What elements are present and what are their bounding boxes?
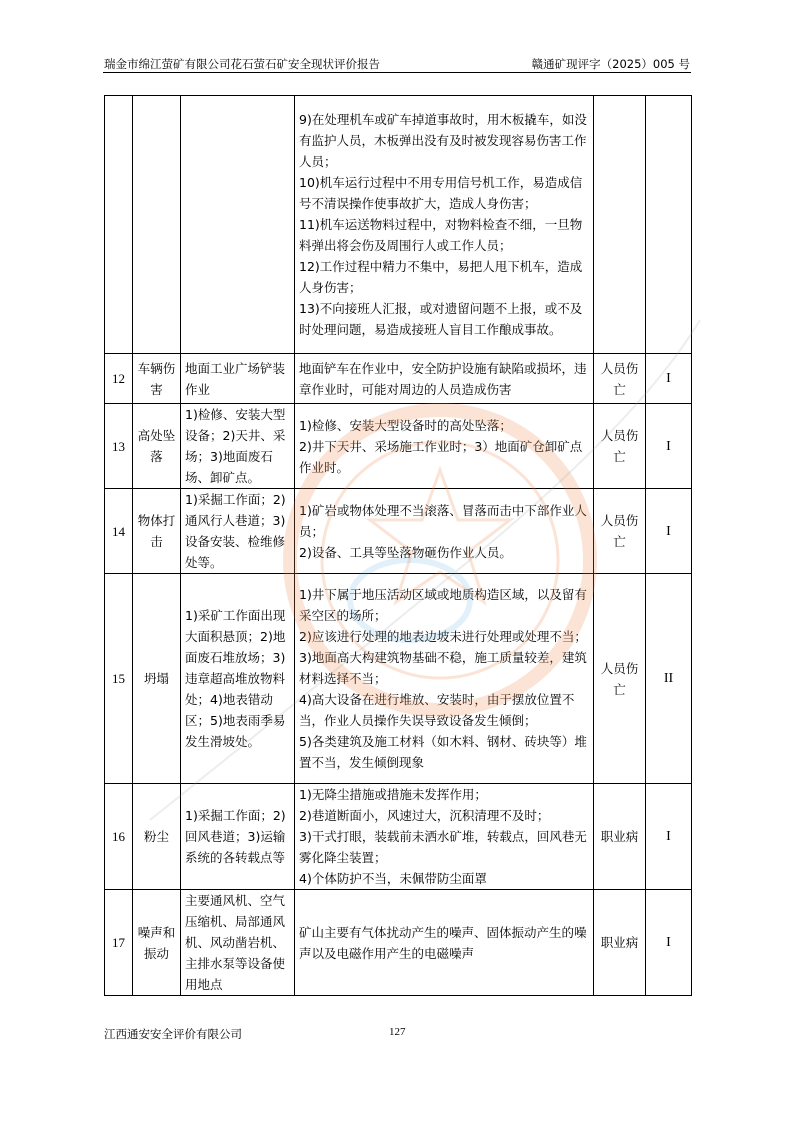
description-line: 2)巷道断面小，风速过大，沉积清理不及时； [299,808,550,823]
hazard-description [295,96,594,354]
hazard-description [295,489,594,574]
description-line: 地面铲车在作业中，安全防护设施有缺陷或损坏，违章作业时，可能对周边的人员造成伤害 [299,360,587,397]
hazard-location [181,96,295,354]
row-number: 14 [105,489,133,574]
description-line: 4)高大设备在进行堆放、安装时，由于摆放位置不当，作业人员操作失误导致设备发生倾倒； [299,692,575,728]
page-number: 127 [389,1026,406,1038]
row-number [105,96,133,354]
hazard-description [295,890,594,996]
table-row [105,96,692,354]
hazard-location: 主要通风机、空气压缩机、局部通风机、风动凿岩机、主排水泵等设备使用地点 [181,890,295,996]
table-row [105,890,692,996]
hazard-type: 物体打击 [133,489,181,574]
table-row [105,784,692,890]
table-row [105,574,692,784]
table-row [105,354,692,404]
description-line: 12)工作过程中精力不集中，易把人甩下机车，造成人身伤害； [299,259,583,295]
hazard-type: 噪声和振动 [133,890,181,996]
hazard-type: 坍塌 [133,574,181,784]
hazard-table-body [105,96,692,996]
hazard-level: I [646,489,692,574]
hazard-consequence: 人员伤亡 [594,574,646,784]
hazard-type: 车辆伤害 [133,354,181,404]
description-line: 矿山主要有气体扰动产生的噪声、固体振动产生的噪声以及电磁作用产生的电磁噪声 [299,924,587,961]
description-line: 3)干式打眼，装载前未洒水矿堆，转载点，回风巷无雾化降尘装置； [299,829,587,865]
description-line: 4)个体防护不当，未佩带防尘面罩 [299,871,487,886]
header-divider [103,72,691,73]
hazard-description [295,784,594,890]
hazard-level [646,96,692,354]
hazard-consequence: 人员伤亡 [594,489,646,574]
hazard-consequence: 职业病 [594,890,646,996]
hazard-location: 1)采掘工作面；2)回风巷道；3)运输系统的各转载点等 [181,784,295,890]
hazard-location: 地面工业广场铲装作业 [181,354,295,404]
description-line: 11)机车运送物料过程中，对物料检查不细，一旦物料弹出将会伤及周围行人或工作人员； [299,217,583,253]
row-number: 13 [105,404,133,489]
description-line: 2)应该进行处理的地表边坡未进行处理或处理不当； [299,629,587,644]
row-number: 17 [105,890,133,996]
row-number: 15 [105,574,133,784]
description-line: 5)各类建筑及施工材料（如木料、钢材、砖块等）堆置不当，发生倾倒现象 [299,734,587,770]
hazard-consequence [594,96,646,354]
description-line: 1)矿岩或物体处理不当滚落、冒落而击中下部作业人员； [299,502,587,539]
description-line: 10)机车运行过程中不用专用信号机工作，易造成信号不清误操作使事故扩大，造成人身伤害； [299,175,583,211]
hazard-description [295,574,594,784]
table-row [105,489,692,574]
hazard-location: 1)检修、安装大型设备；2)天井、采场；3)地面废石场、卸矿点。 [181,404,295,489]
description-line: 9)在处理机车或矿车掉道事故时，用木板撬车，如没有监护人员，木板弹出没有及时被发现容易伤害工作人员； [299,112,587,169]
hazard-location: 1)采矿工作面出现大面积悬顶；2)地面废石堆放场；3)违章超高堆放物料处；4)地表错动区；5)地表雨季易发生滑坡处。 [181,574,295,784]
row-number: 12 [105,354,133,404]
description-line: 2)设备、工具等坠落物砸伤作业人员。 [299,544,512,560]
footer-company: 江西通安安全评价有限公司 [104,1027,242,1041]
hazard-level: I [646,354,692,404]
hazard-level: II [646,574,692,784]
description-line: 3)地面高大构建筑物基础不稳，施工质量较差，建筑材料选择不当； [299,650,587,686]
hazard-level: I [646,404,692,489]
description-line: 2)井下天井、采场施工作业时；3）地面矿仓卸矿点作业时。 [299,438,583,475]
hazard-type: 高处坠落 [133,404,181,489]
hazard-consequence: 人员伤亡 [594,354,646,404]
row-number: 16 [105,784,133,890]
hazard-level: I [646,890,692,996]
hazard-consequence: 人员伤亡 [594,404,646,489]
header-report-title: 瑞金市绵江萤矿有限公司花石萤石矿安全现状评价报告 [104,57,380,71]
hazard-type [133,96,181,354]
hazard-description [295,354,594,404]
description-line: 13)不向接班人汇报，或对遗留问题不上报，或不及时处理问题，易造成接班人盲目工作酿成事故。 [299,301,583,337]
hazard-level: I [646,784,692,890]
hazard-description [295,404,594,489]
hazard-type: 粉尘 [133,784,181,890]
hazard-consequence: 职业病 [594,784,646,890]
hazard-table [104,95,692,996]
description-line: 1)井下属于地压活动区域或地质构造区域，以及留有采空区的场所； [299,587,587,623]
table-row [105,404,692,489]
description-line: 1)无降尘措施或措施未发挥作用； [299,787,487,802]
header-document-number: 赣通矿现评字（2025）005 号 [531,57,690,71]
hazard-location: 1)采掘工作面；2)通风行人巷道；3)设备安装、检维修处等。 [181,489,295,574]
description-line: 1)检修、安装大型设备时的高处坠落； [299,417,512,433]
